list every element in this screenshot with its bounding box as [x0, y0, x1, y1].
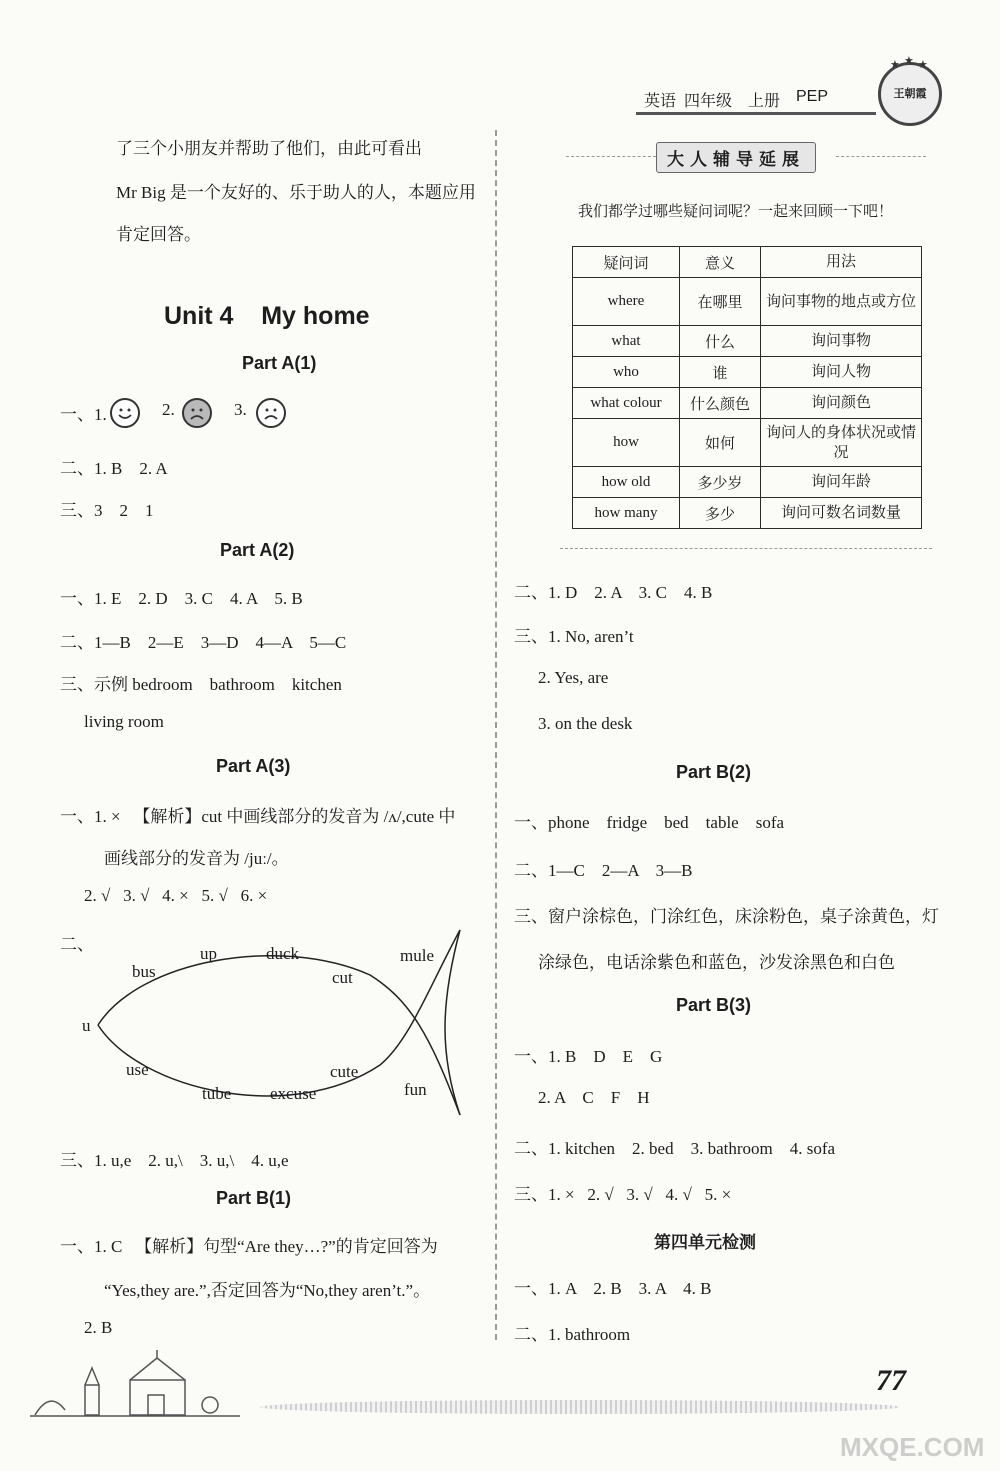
unit-title: Unit 4 My home — [164, 302, 370, 330]
star-icon: ★ — [890, 59, 900, 71]
table-header-row — [573, 247, 922, 278]
table-cell: 询问颜色 — [761, 388, 922, 419]
table-cell: 什么 — [680, 326, 761, 357]
answer-line: 一、phone fridge bed table sofa — [514, 813, 785, 832]
answer-line: 二、1—B 2—E 3—D 4—A 5—C — [60, 633, 347, 652]
section-divider — [560, 548, 932, 549]
fish-word-excuse: excuse — [270, 1084, 317, 1103]
table-row — [573, 498, 922, 529]
table-row — [573, 326, 922, 357]
section-title: Part A(3) — [216, 756, 291, 776]
fish-word-mule: mule — [400, 946, 434, 965]
answer-line: 画线部分的发音为 /juː/。 — [104, 849, 289, 868]
answer-line: 2. √ 3. √ 4. × 5. √ 6. × — [84, 886, 268, 905]
fish-word-duck: duck — [266, 944, 300, 963]
answer-line: 二、1. kitchen 2. bed 3. bathroom 4. sofa — [514, 1139, 836, 1158]
banner-rule — [566, 156, 656, 157]
fish-word-u: u — [82, 1016, 91, 1035]
answer-line: 涂绿色，电话涂紫色和蓝色，沙发涂黑色和白色 — [538, 953, 895, 972]
fish-word-bus: bus — [132, 962, 156, 981]
fish-word-cut: cut — [332, 968, 353, 987]
answer-line: 一、1. — [60, 405, 107, 424]
intro-line: 了三个小朋友并帮助了他们，由此可看出 — [116, 139, 422, 158]
tips-banner: 大人辅导延展 — [656, 142, 816, 173]
table-cell: where — [573, 278, 680, 326]
happy-face-icon — [110, 398, 140, 428]
table-row — [573, 278, 922, 326]
table-cell: 询问事物的地点或方位 — [761, 278, 922, 326]
page-number: 77 — [876, 1364, 906, 1397]
header-subject: 英语 — [644, 93, 677, 110]
intro-line: Mr Big 是一个友好的、乐于助人的人，本题应用 — [116, 183, 476, 202]
answer-line: living room — [84, 712, 164, 731]
answer-line: 3. — [234, 400, 247, 419]
table-cell: 在哪里 — [680, 278, 761, 326]
table-cell: 询问年龄 — [761, 467, 922, 498]
table-row — [573, 357, 922, 388]
answer-line: 二、1—C 2—A 3—B — [514, 861, 693, 880]
header-volume: 上册 — [748, 93, 781, 110]
answer-line: 三、1. × 2. √ 3. √ 4. √ 5. × — [514, 1185, 732, 1204]
table-cell: what — [573, 326, 680, 357]
table-cell: 询问可数名词数量 — [761, 498, 922, 529]
answer-line: 三、窗户涂棕色，门涂红色，床涂粉色，桌子涂黄色，灯 — [514, 907, 939, 926]
table-cell: how — [573, 419, 680, 467]
table-cell: who — [573, 357, 680, 388]
table-header: 用法 — [761, 247, 922, 278]
table-cell: 什么颜色 — [680, 388, 761, 419]
answer-line: 三、1. No, aren’t — [514, 627, 634, 646]
table-header: 意义 — [680, 247, 761, 278]
answer-line: “Yes,they are.”,否定回答为“No,they aren’t.”。 — [104, 1281, 431, 1300]
tips-intro: 我们都学过哪些疑问词呢？一起来回顾一下吧！ — [578, 204, 894, 220]
sad-face-icon — [182, 398, 212, 428]
table-row — [573, 388, 922, 419]
table-row — [573, 467, 922, 498]
answer-line: 2. Yes, are — [538, 668, 609, 687]
table-cell: 询问事物 — [761, 326, 922, 357]
banner-rule — [836, 156, 926, 157]
answer-line: 二、1. B 2. A — [60, 459, 168, 478]
answer-line: 2. B — [84, 1318, 113, 1337]
intro-line: 肯定回答。 — [116, 225, 201, 244]
fish-word-up: up — [200, 944, 217, 963]
table-cell: 多少 — [680, 498, 761, 529]
answer-line: 3. on the desk — [538, 714, 633, 733]
section-title: Part A(1) — [242, 353, 317, 373]
answer-line: 2. A C F H — [538, 1088, 650, 1107]
sad-face-icon — [256, 398, 286, 428]
answer-line: 三、1. u,e 2. u,\ 3. u,\ 4. u,e — [60, 1151, 289, 1170]
table-cell: 询问人物 — [761, 357, 922, 388]
table-cell: how old — [573, 467, 680, 498]
answer-line: 一、1. A 2. B 3. A 4. B — [514, 1279, 712, 1298]
fish-word-use: use — [126, 1060, 149, 1079]
footer-band — [260, 1400, 900, 1414]
answer-line: 一、1. E 2. D 3. C 4. A 5. B — [60, 589, 303, 608]
star-icon: ★ — [904, 55, 914, 67]
table-header: 疑问词 — [573, 247, 680, 278]
answer-line: 三、示例 bedroom bathroom kitchen — [60, 675, 342, 694]
section-title: Part B(1) — [216, 1188, 292, 1208]
answer-line: 三、3 2 1 — [60, 501, 154, 520]
fish-word-tube: tube — [202, 1084, 232, 1103]
publisher-badge: 王朝霞 — [878, 62, 942, 126]
fish-word-fun: fun — [404, 1080, 427, 1099]
answer-line: 二、1. bathroom — [514, 1325, 631, 1344]
table-cell: 如何 — [680, 419, 761, 467]
header-edition: PEP — [796, 88, 829, 105]
section-title: Part B(3) — [676, 995, 752, 1015]
section-title: Part A(2) — [220, 540, 295, 560]
answer-line: 一、1. × 【解析】cut 中画线部分的发音为 /ʌ/,cute 中 — [60, 807, 456, 826]
table-cell: what colour — [573, 388, 680, 419]
column-divider — [495, 130, 497, 1340]
answer-line: 一、1. C 【解析】句型“Are they…?”的肯定回答为 — [60, 1237, 438, 1256]
table-cell: 多少岁 — [680, 467, 761, 498]
watermark-text: MXQE.COM — [840, 1432, 985, 1462]
question-word-table — [572, 246, 922, 529]
answer-label: 二、 — [60, 935, 94, 954]
fish-word-cute: cute — [330, 1062, 359, 1081]
answer-line: 2. — [162, 400, 175, 419]
answer-line: 二、1. D 2. A 3. C 4. B — [514, 583, 713, 602]
table-cell: 谁 — [680, 357, 761, 388]
table-cell: how many — [573, 498, 680, 529]
header-grade: 四年级 — [684, 93, 733, 110]
section-title: 第四单元检测 — [654, 1233, 756, 1253]
castle-illustration — [30, 1350, 240, 1420]
answer-line: 一、1. B D E G — [514, 1047, 663, 1066]
section-title: Part B(2) — [676, 762, 752, 782]
table-cell: 询问人的身体状况或情况 — [761, 419, 922, 467]
star-icon: ★ — [918, 59, 928, 71]
table-row — [573, 419, 922, 467]
